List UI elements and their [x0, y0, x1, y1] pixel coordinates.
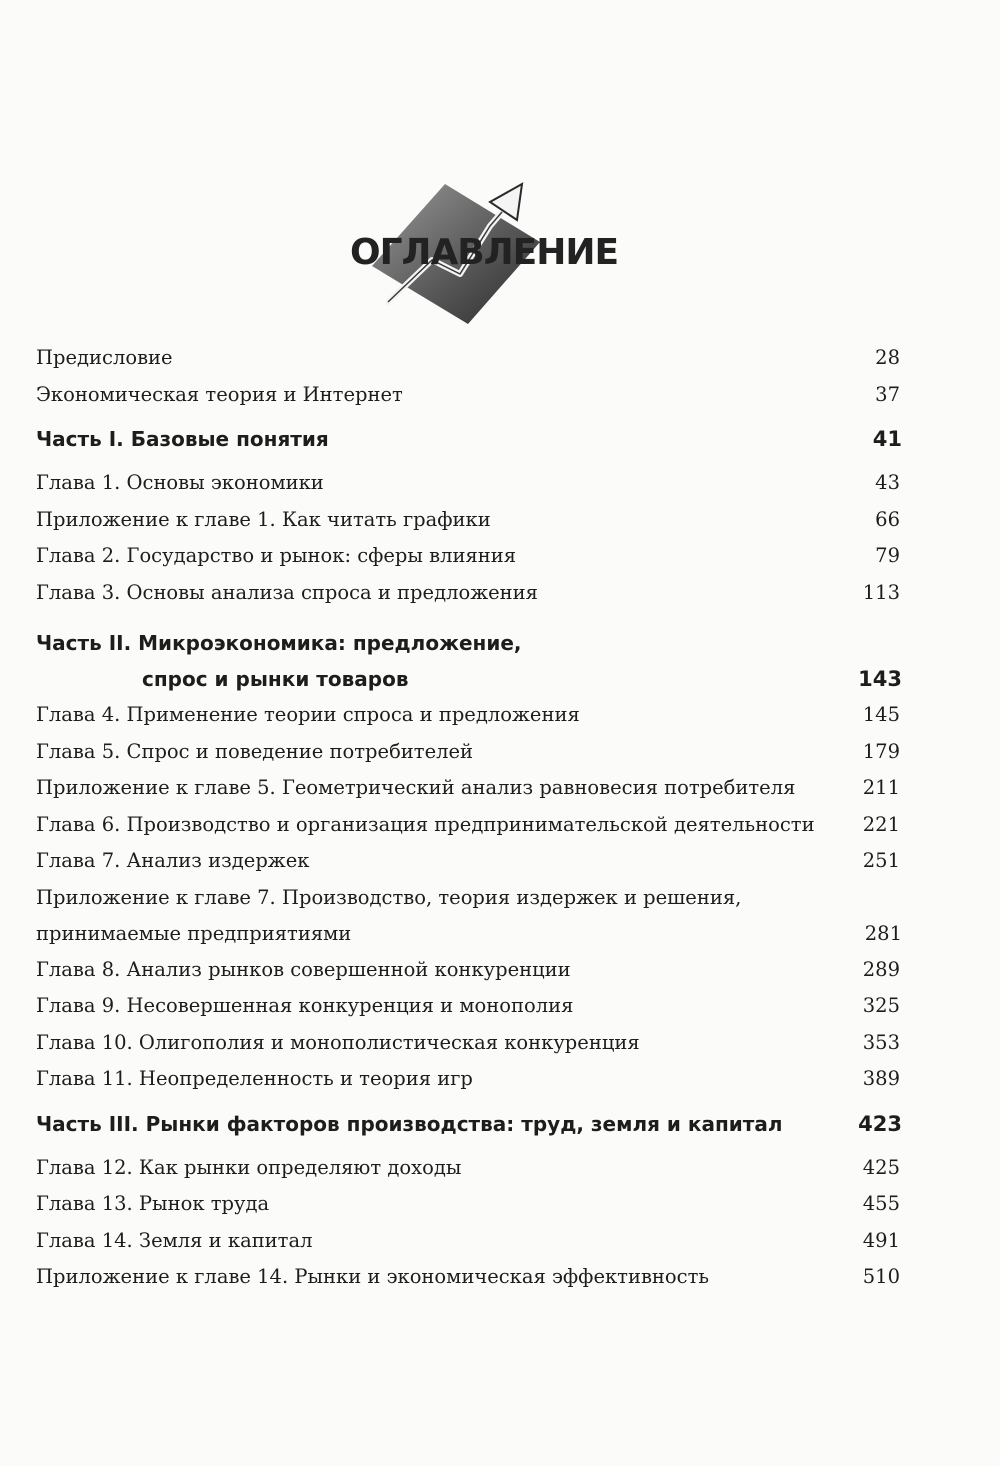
toc-part-title-block	[36, 625, 522, 697]
toc-entry	[36, 465, 902, 502]
heading-block	[340, 182, 619, 327]
table-of-contents	[36, 340, 902, 1296]
toc-entry	[36, 807, 902, 844]
toc-entry-title: Глава 7. Анализ издержек	[36, 849, 310, 872]
toc-entry	[36, 988, 902, 1025]
toc-entry	[36, 880, 902, 952]
toc-entry-page: 389	[862, 1067, 900, 1090]
toc-entry-title: Приложение к главе 5. Геометрический анализ равновесия потребителя	[36, 776, 796, 799]
toc-part-page: 423	[858, 1111, 902, 1136]
toc-part-title-line2: спрос и рынки товаров	[142, 667, 409, 691]
toc-entry	[36, 1025, 902, 1062]
toc-entry	[36, 952, 902, 989]
toc-entry-title: Глава 12. Как рынки определяют доходы	[36, 1155, 462, 1179]
toc-entry-page: 455	[862, 1192, 900, 1215]
toc-entry-page: 211	[862, 776, 900, 799]
toc-entry-title: Глава 9. Несовершенная конкуренция и монополия	[36, 994, 574, 1017]
toc-entry-title: Глава 13. Рынок труда	[36, 1192, 270, 1215]
toc-entry	[36, 697, 902, 734]
toc-entry-page: 325	[862, 994, 900, 1017]
toc-entry-title-line2: принимаемые предприятиями	[36, 921, 352, 945]
toc-entry-page: 43	[875, 471, 900, 494]
toc-part-page: 41	[872, 427, 902, 451]
toc-entry-title: Глава 1. Основы экономики	[36, 471, 324, 494]
toc-entry	[36, 1223, 902, 1260]
toc-entry-page: 221	[862, 812, 900, 836]
toc-entry-page: 281	[864, 921, 902, 945]
toc-part-page: 143	[858, 667, 902, 691]
toc-entry-page: 179	[862, 739, 900, 763]
toc-entry	[36, 1061, 902, 1098]
toc-part	[36, 413, 902, 465]
toc-entry-page: 79	[875, 544, 900, 567]
toc-entry-page: 251	[862, 849, 900, 872]
toc-part-title: Часть I. Базовые понятия	[36, 427, 329, 451]
toc-entry-title: Приложение к главе 14. Рынки и экономическая эффективность	[36, 1265, 709, 1288]
toc-entry-page: 28	[875, 346, 900, 369]
toc-entry-page: 289	[862, 957, 900, 981]
toc-entry-title: Предисловие	[36, 346, 173, 369]
toc-entry-title: Глава 14. Земля и капитал	[36, 1228, 313, 1252]
toc-part	[36, 611, 902, 697]
toc-entry-page: 37	[875, 382, 900, 406]
toc-part-title: Часть III. Рынки факторов производства: труд, земля и капитал	[36, 1111, 783, 1136]
toc-entry	[36, 1259, 902, 1296]
toc-entry	[36, 1186, 902, 1223]
toc-entry	[36, 1150, 902, 1187]
toc-entry-title: Экономическая теория и Интернет	[36, 382, 403, 406]
toc-entry-title: Глава 11. Неопределенность и теория игр	[36, 1067, 473, 1090]
toc-entry-page: 145	[862, 703, 900, 726]
toc-entry	[36, 538, 902, 575]
page-title: ОГЛАВЛЕНИЕ	[350, 232, 619, 273]
toc-entry-page: 353	[862, 1030, 900, 1054]
toc-part-title-line1: Часть II. Микроэкономика: предложение,	[36, 631, 522, 655]
toc-entry	[36, 734, 902, 771]
toc-entry-title: Глава 4. Применение теории спроса и предложения	[36, 703, 580, 726]
toc-entry-page: 113	[862, 580, 900, 604]
toc-entry-title: Глава 3. Основы анализа спроса и предложения	[36, 580, 538, 604]
toc-entry-title-block	[36, 880, 741, 952]
toc-entry-page: 66	[875, 507, 900, 531]
toc-entry-title: Глава 5. Спрос и поведение потребителей	[36, 739, 474, 763]
toc-entry-page: 425	[862, 1155, 900, 1179]
toc-entry	[36, 575, 902, 612]
toc-entry-title: Глава 10. Олигополия и монополистическая конкуренция	[36, 1030, 640, 1054]
toc-entry-title: Приложение к главе 1. Как читать графики	[36, 507, 491, 531]
toc-entry-title: Глава 8. Анализ рынков совершенной конкуренции	[36, 957, 571, 981]
toc-entry	[36, 843, 902, 880]
toc-entry-page: 510	[862, 1265, 900, 1288]
toc-entry-page: 491	[862, 1228, 900, 1252]
toc-entry	[36, 340, 902, 377]
toc-part	[36, 1098, 902, 1150]
toc-entry-title: Глава 6. Производство и организация предпринимательской деятельности	[36, 812, 815, 836]
toc-entry	[36, 770, 902, 807]
toc-entry	[36, 377, 902, 414]
toc-entry	[36, 502, 902, 539]
toc-entry-title-line1: Приложение к главе 7. Производство, теория издержек и решения,	[36, 885, 742, 909]
toc-entry-title: Глава 2. Государство и рынок: сферы влияния	[36, 544, 517, 567]
